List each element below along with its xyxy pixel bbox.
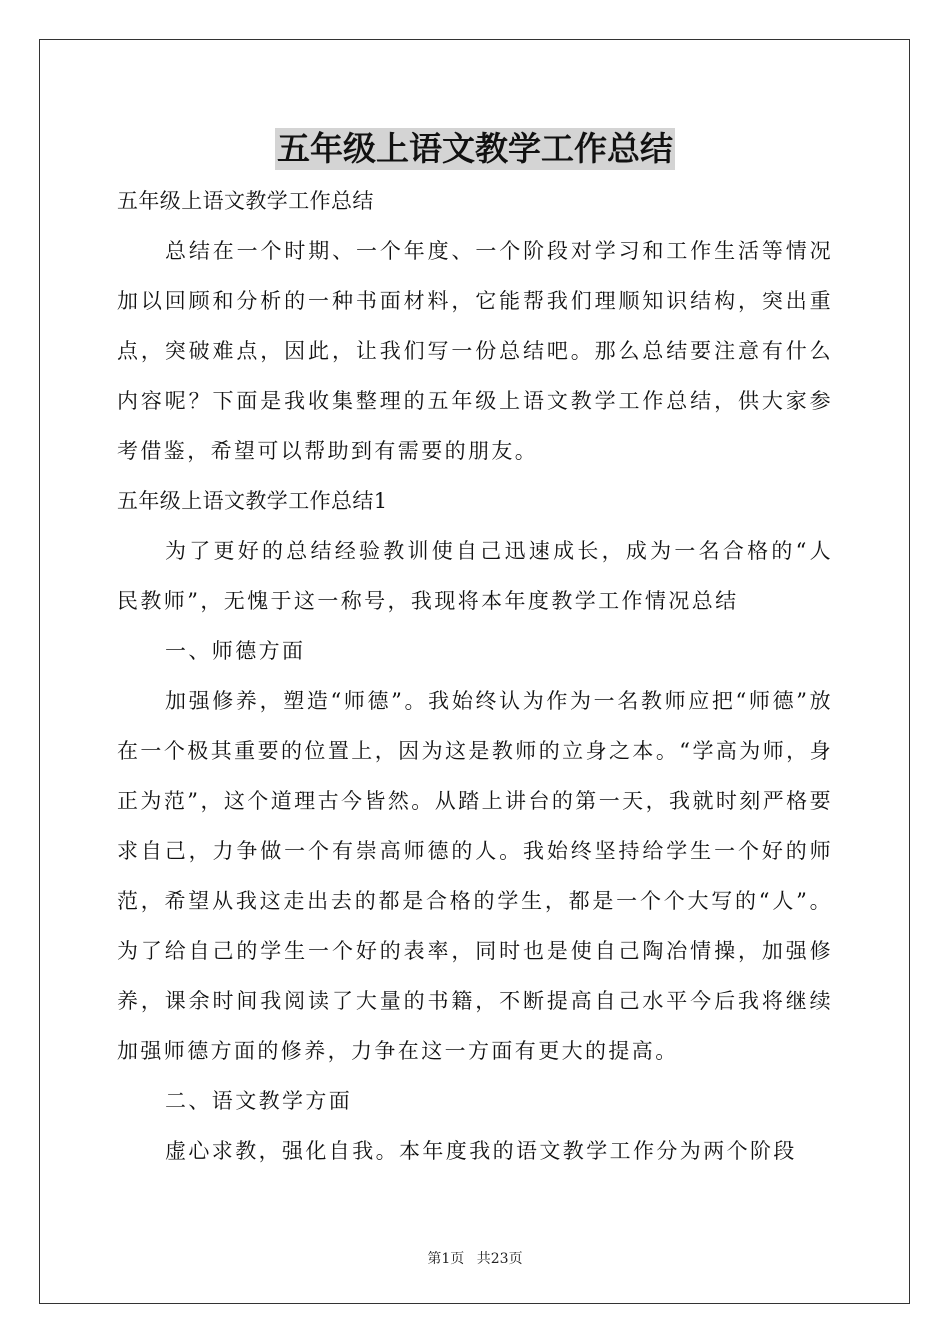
body-paragraph: 虚心求教，强化自我。本年度我的语文教学工作分为两个阶段 xyxy=(165,1139,797,1163)
section-heading-1: 五年级上语文教学工作总结1 xyxy=(117,489,388,513)
body-paragraph: 加强修养，塑造“师德”。我始终认为作为一名教师应把“师德”放在一个极其重要的位置上，因为这是教师的立身之本。“学高为师，身正为范”，这个道理古今皆然。从踏上讲台的第一天，我就时刻严格要求自己，力争做一个有崇高师德的人。我始终坚持给学生一个好的师范，希望从我这走出去的都是合格的学生，都是一个个大写的“人”。为了给自己的学生一个好的表率，同时也是使自己陶冶情操，加强修养，课余时间我阅读了大量的书籍，不断提高自己水平今后我将继续加强师德方面的修养，力争在这一方面有更大的提高。 xyxy=(117,689,833,1063)
subheading-ethics: 一、师德方面 xyxy=(165,639,306,663)
intro-paragraph: 总结在一个时期、一个年度、一个阶段对学习和工作生活等情况加以回顾和分析的一种书面材料，它能帮我们理顺知识结构，突出重点，突破难点，因此，让我们写一份总结吧。那么总结要注意有什么内容呢？下面是我收集整理的五年级上语文教学工作总结，供大家参考借鉴，希望可以帮助到有需要的朋友。 xyxy=(117,239,833,463)
total-pages: 共23页 xyxy=(476,1251,523,1267)
document-title: 五年级上语文教学工作总结 xyxy=(277,129,673,168)
page-footer xyxy=(0,1248,950,1268)
subtitle-paragraph: 五年级上语文教学工作总结 xyxy=(117,189,374,213)
title-container xyxy=(0,128,950,170)
body-paragraph: 为了更好的总结经验教训使自己迅速成长，成为一名合格的“人民教师”，无愧于这一称号，我现将本年度教学工作情况总结 xyxy=(117,539,833,613)
document-body xyxy=(117,176,833,1176)
subheading-teaching: 二、语文教学方面 xyxy=(165,1089,353,1113)
page-number: 第1页 xyxy=(427,1251,465,1267)
